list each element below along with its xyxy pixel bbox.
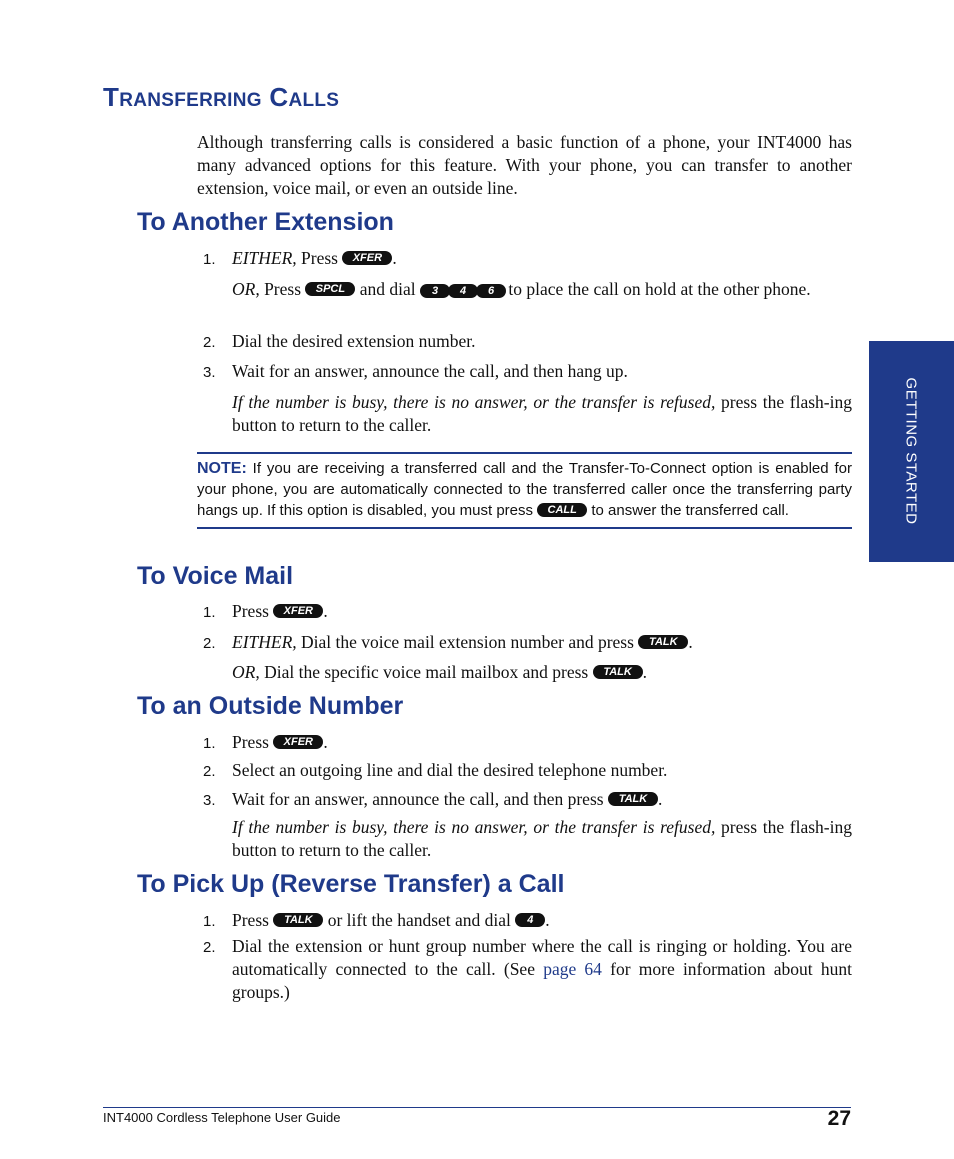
note-text: If you are receiving a transferred call and the Transfer-To-Connect option is enabled for your phone, you are automatically connected to the transferred caller once the transferring party hangs up. If this option is disabled, you must press — [197, 460, 852, 519]
note-label: NOTE: — [197, 460, 247, 477]
step-3-busy-note — [232, 816, 852, 862]
step-text: Dial the specific voice mail mailbox and press — [259, 662, 593, 682]
talk-key-icon: TALK — [638, 635, 688, 649]
step-3 — [203, 788, 852, 811]
spcl-key-icon: SPCL — [305, 282, 355, 296]
step-number: 2. — [203, 635, 216, 652]
xfer-key-icon: XFER — [273, 604, 323, 618]
key-6-icon: 6 — [476, 284, 506, 298]
step-1 — [203, 909, 852, 932]
talk-key-icon: TALK — [273, 913, 323, 927]
heading-outside-number: To an Outside Number — [137, 692, 404, 720]
step-3 — [203, 360, 852, 383]
call-key-icon: CALL — [537, 503, 587, 517]
step-text: and dial — [355, 279, 421, 299]
step-text: Dial the extension or hunt group number where the call is ringing or holding. You are automatically connected to the call. (See — [232, 936, 852, 979]
key-3-icon: 3 — [420, 284, 450, 298]
step-1 — [203, 600, 852, 623]
step-text: press the flash-ing button to return to the caller. — [232, 817, 852, 860]
step-number: 3. — [203, 364, 216, 381]
side-tab-label: GETTING STARTED — [902, 377, 920, 525]
step-text: for more information about hunt groups.) — [232, 959, 852, 1002]
step-text: Dial the desired extension number. — [232, 331, 476, 351]
step-number: 1. — [203, 604, 216, 621]
step-1 — [203, 247, 852, 270]
note-text: to answer the transferred call. — [587, 502, 789, 519]
step-1 — [203, 731, 852, 754]
talk-key-icon: TALK — [608, 792, 658, 806]
step-number: 1. — [203, 251, 216, 268]
step-text: Press — [259, 279, 306, 299]
xfer-key-icon: XFER — [342, 251, 392, 265]
step-text: Wait for an answer, announce the call, and then hang up. — [232, 361, 628, 381]
footer-guide-title: INT4000 Cordless Telephone User Guide — [103, 1110, 341, 1125]
footer-divider — [103, 1107, 851, 1108]
step-number: 1. — [203, 735, 216, 752]
step-2 — [203, 631, 852, 654]
step-text: Press — [232, 910, 274, 930]
busy-condition: If the number is busy, there is no answer, or the transfer is refused, — [232, 817, 716, 837]
step-text: Press — [296, 248, 343, 268]
step-3-busy-note — [232, 391, 852, 437]
either-label: EITHER, — [232, 632, 297, 652]
key-4-icon: 4 — [448, 284, 478, 298]
step-2 — [203, 935, 852, 1004]
or-label: OR, — [232, 279, 260, 299]
step-2 — [203, 330, 852, 353]
title-rest-1: RANSFERRING — [119, 90, 262, 111]
step-text: or lift the handset and dial — [323, 910, 516, 930]
title-cap-2: C — [269, 82, 289, 112]
page-64-link[interactable]: page 64 — [543, 959, 602, 979]
step-text: . — [688, 632, 693, 652]
step-number: 3. — [203, 792, 216, 809]
step-text: . — [642, 662, 647, 682]
title-rest-2: ALLS — [288, 90, 340, 111]
intro-paragraph: Although transferring calls is considered a basic function of a phone, your INT4000 has many advanced options for this feature. With your phone, you can transfer to another extension, voice mail, or even an outside line. — [197, 132, 852, 198]
or-label: OR, — [232, 662, 260, 682]
either-label: EITHER, — [232, 248, 297, 268]
step-1-alternative — [232, 278, 852, 301]
step-text: . — [323, 732, 328, 752]
step-text: to place the call on hold at the other phone. — [504, 279, 811, 299]
xfer-key-icon: XFER — [273, 735, 323, 749]
step-text: Wait for an answer, announce the call, and then press — [232, 789, 608, 809]
step-text: . — [323, 601, 328, 621]
title-cap-1: T — [103, 82, 120, 112]
step-2-alternative — [232, 661, 852, 684]
busy-condition: If the number is busy, there is no answer, or the transfer is refused, — [232, 392, 716, 412]
talk-key-icon: TALK — [593, 665, 643, 679]
step-2 — [203, 759, 852, 782]
page-number: 27 — [827, 1107, 851, 1130]
heading-voice-mail: To Voice Mail — [137, 562, 294, 590]
step-number: 2. — [203, 763, 216, 780]
step-text: Dial the voice mail extension number and press — [296, 632, 639, 652]
step-text: press the flash-ing button to return to the caller. — [232, 392, 852, 435]
step-text: . — [392, 248, 397, 268]
key-4-icon: 4 — [515, 913, 545, 927]
step-text: . — [545, 910, 550, 930]
step-number: 2. — [203, 334, 216, 351]
key-sequence — [420, 278, 504, 301]
heading-another-extension: To Another Extension — [137, 208, 394, 236]
step-number: 2. — [203, 939, 216, 956]
step-text: Press — [232, 601, 274, 621]
page-title — [103, 82, 339, 113]
step-text: . — [657, 789, 663, 809]
step-text: Select an outgoing line and dial the desired telephone number. — [232, 760, 668, 780]
note-box — [197, 452, 852, 529]
step-text: Press — [232, 732, 274, 752]
step-number: 1. — [203, 913, 216, 930]
heading-pick-up: To Pick Up (Reverse Transfer) a Call — [137, 870, 565, 898]
section-side-tab — [869, 341, 954, 562]
